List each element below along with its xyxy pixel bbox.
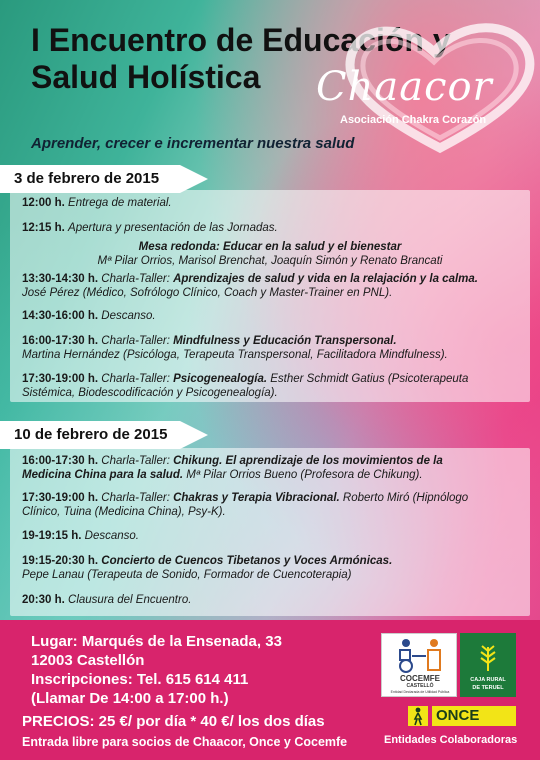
schedule-item: 12:15 h. Apertura y presentación de las Jornadas. — [22, 222, 278, 234]
date-bar-day1: 3 de febrero de 2015 — [0, 165, 180, 193]
round-table: Mesa redonda: Educar en la salud y el bienestar Mª Pilar Orrios, Marisol Brenchat, Joaquín Simón y Renato Brancati — [97, 241, 443, 267]
caja-rural-logo — [460, 633, 516, 697]
schedule-item: 13:30-14:30 h. Charla-Taller: Aprendizajes de salud y vida en la relajación y la calma. José Pérez (Médico, Sofrólogo Clínico, Coach y Master-Trainer en PNL). — [22, 273, 478, 299]
schedule-item: 17:30-19:00 h. Charla-Taller: Psicogenealogía. Esther Schmidt Gatius (Psicoterapeuta Sistémica, Biodescodificación y Psicogenealogía). — [22, 373, 469, 399]
title-line-1: I Encuentro de Educación y — [31, 22, 451, 58]
venue-city: 12003 Castellón — [31, 652, 145, 669]
caja-line1: CAJA RURAL — [470, 677, 506, 683]
cocemfe-logo — [381, 633, 457, 697]
once-logo — [408, 706, 518, 726]
accessibility-icon — [382, 636, 458, 674]
chaacor-logo: Chaacor — [316, 64, 493, 110]
caja-line2: DE TERUEL — [472, 685, 504, 691]
schedule-item: 17:30-19:00 h. Charla-Taller: Chakras y Terapia Vibracional. Roberto Miró (Hipnólogo Clínico, Tuina (Medicina China), Psy-K). — [22, 492, 469, 518]
schedule-item: 20:30 h. Clausura del Encuentro. — [22, 594, 192, 606]
schedule-item: 16:00-17:30 h. Charla-Taller: Mindfulness y Educación Transpersonal. Martina Hernández (Psicóloga, Terapeuta Transpersonal, Facilitadora Mindfulness). — [22, 335, 448, 361]
once-text: ONCE — [432, 706, 516, 726]
chaacor-subtitle: Asociación Chakra Corazón — [340, 114, 487, 126]
collaborators-label: Entidades Colaboradoras — [384, 734, 518, 746]
schedule-block-day1 — [10, 190, 530, 402]
cocemfe-name: COCEMFE — [400, 674, 440, 683]
schedule-item: 19-19:15 h. Descanso. — [22, 530, 139, 542]
schedule-item: 14:30-16:00 h. Descanso. — [22, 310, 156, 322]
once-person-icon — [408, 706, 428, 726]
venue-address: Lugar: Marqués de la Ensenada, 33 — [31, 633, 282, 650]
date-bar-day2: 10 de febrero de 2015 — [0, 421, 180, 449]
cocemfe-note: Entidad Declarada de Utilidad Pública — [390, 690, 450, 694]
call-hours: (Llamar De 14:00 a 17:00 h.) — [31, 690, 229, 707]
schedule-item: 19:15-20:30 h. Concierto de Cuencos Tibetanos y Voces Armónicas. Pepe Lanau (Terapeuta de Sonido, Formador de Cuencoterapia) — [22, 555, 393, 581]
schedule-item: 16:00-17:30 h. Charla-Taller: Chikung. El aprendizaje de los movimientos de la Medicina China para la salud. Mª Pilar Orrios Bueno (Profesora de Chikung). — [22, 455, 443, 481]
free-entry-note: Entrada libre para socios de Chaacor, Once y Cocemfe — [22, 735, 348, 749]
venue-info — [31, 632, 282, 708]
title-line-2: Salud Holística — [31, 59, 261, 95]
registration-phone: Inscripciones: Tel. 615 614 411 — [31, 671, 249, 688]
cocemfe-city: CASTELLÓ — [406, 683, 434, 689]
schedule-block-day2 — [10, 448, 530, 616]
prices: PRECIOS: 25 €/ por día * 40 €/ los dos días — [22, 713, 325, 730]
schedule-item: 12:00 h. Entrega de material. — [22, 197, 172, 209]
wheat-icon — [460, 637, 516, 677]
tagline: Aprender, crecer e incrementar nuestra salud — [31, 135, 355, 152]
